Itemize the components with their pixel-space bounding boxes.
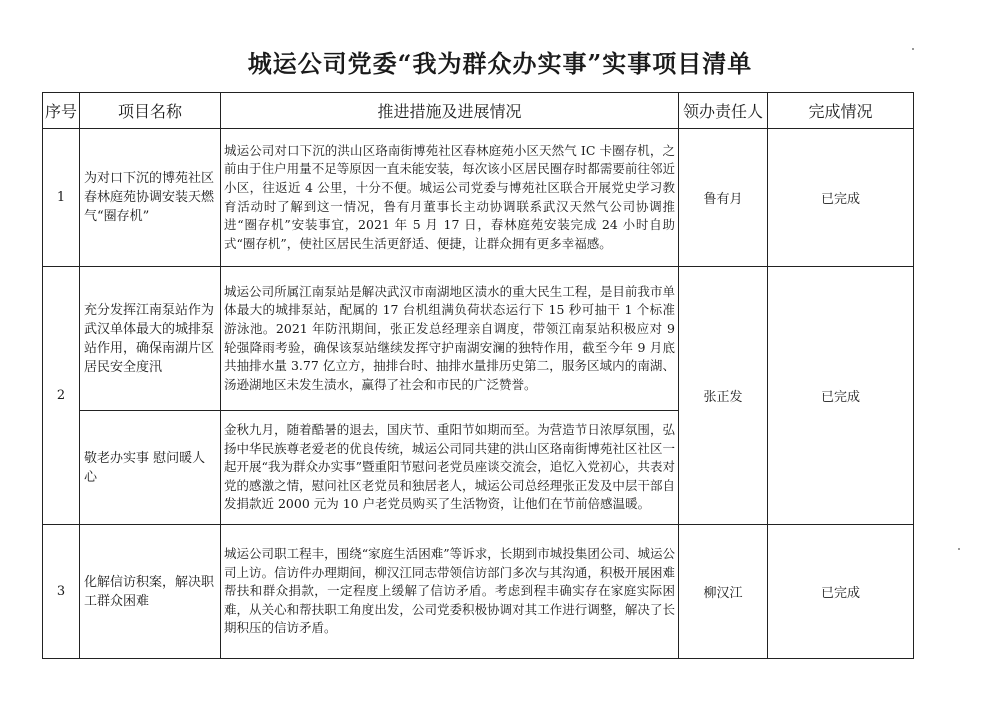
project-table <box>42 92 914 659</box>
project-name: 为对口下沉的博苑社区春林庭苑协调安装天燃气“圈存机” <box>80 129 221 267</box>
row-num: 3 <box>43 525 80 659</box>
scan-speck <box>912 48 914 50</box>
header-person: 领办责任人 <box>679 93 768 129</box>
completion-status: 已完成 <box>768 525 914 659</box>
table-row <box>43 129 914 267</box>
header-desc: 推进措施及进展情况 <box>221 93 679 129</box>
header-status: 完成情况 <box>768 93 914 129</box>
page-title: 城运公司党委“我为群众办实事”实事项目清单 <box>247 49 753 78</box>
responsible-person: 柳汉江 <box>679 525 768 659</box>
table-row <box>43 267 914 411</box>
scan-speck <box>958 548 960 550</box>
completion-status: 已完成 <box>768 129 914 267</box>
table-header-row <box>43 93 914 129</box>
project-name: 充分发挥江南泵站作为武汉单体最大的城排泵站作用，确保南湖片区居民安全度汛 <box>80 267 221 411</box>
responsible-person: 张正发 <box>679 267 768 525</box>
header-name: 项目名称 <box>80 93 221 129</box>
project-name: 敬老办实事 慰问暖人心 <box>80 411 221 525</box>
project-name: 化解信访积案，解决职工群众困难 <box>80 525 221 659</box>
header-num: 序号 <box>43 93 80 129</box>
project-desc: 金秋九月，随着酷暑的退去，国庆节、重阳节如期而至。为营造节日浓厚氛围，弘扬中华民族尊老爱老的优良传统，城运公司同共建的洪山区珞南街博苑社区社区一起开展“我为群众办实事”暨重阳节慰问老党员座谈交流会，追忆入党初心，共表对党的感激之情，慰问社区老党员和独居老人，城运公司总经理张正发及中层干部自发捐款近 2000 元为 10 户老党员购买了生活物资，让他们在节前倍感温暖。 <box>221 411 679 525</box>
responsible-person: 鲁有月 <box>679 129 768 267</box>
table-row <box>43 525 914 659</box>
project-desc: 城运公司职工程丰，围绕“家庭生活困难”等诉求，长期到市城投集团公司、城运公司上访。信访件办理期间，柳汉江同志带领信访部门多次与其沟通，积极开展困难帮扶和群众捐款，一定程度上缓解了信访矛盾。考虑到程丰确实存在家庭实际困难，从关心和帮扶职工角度出发，公司党委积极协调对其工作进行调整，解决了长期积压的信访矛盾。 <box>221 525 679 659</box>
completion-status: 已完成 <box>768 267 914 525</box>
project-desc: 城运公司所属江南泵站是解决武汉市南湖地区渍水的重大民生工程，是目前我市单体最大的城排泵站，配属的 17 台机组满负荷状态运行下 15 秒可抽干 1 个标准游泳池。2021 年防汛期间，张正发总经理亲自调度，带领江南泵站积极应对 9 轮强降雨考验，确保该泵站继续发挥守护南湖安澜的独特作用，截至今年 9 月底共抽排水量 3.77 亿立方，抽排台时、抽排水量排历史第二，服务区域内的南湖、汤逊湖地区未发生渍水，赢得了社会和市民的广泛赞誉。 <box>221 267 679 411</box>
project-desc: 城运公司对口下沉的洪山区珞南街博苑社区春林庭苑小区天然气 IC 卡圈存机，之前由于住户用量不足等原因一直未能安装，每次该小区居民圈存时都需要前往邻近小区，往返近 4 公里，十分不便。城运公司党委与博苑社区联合开展党史学习教育活动时了解到这一情况，鲁有月董事长主动协调联系武汉天然气公司协调推进“圈存机”安装事宜，2021 年 5 月 17 日，春林庭苑安装完成 24 小时自助式“圈存机”，使社区居民生活更舒适、便捷，让群众拥有更多幸福感。 <box>221 129 679 267</box>
row-num: 2 <box>43 267 80 525</box>
row-num: 1 <box>43 129 80 267</box>
